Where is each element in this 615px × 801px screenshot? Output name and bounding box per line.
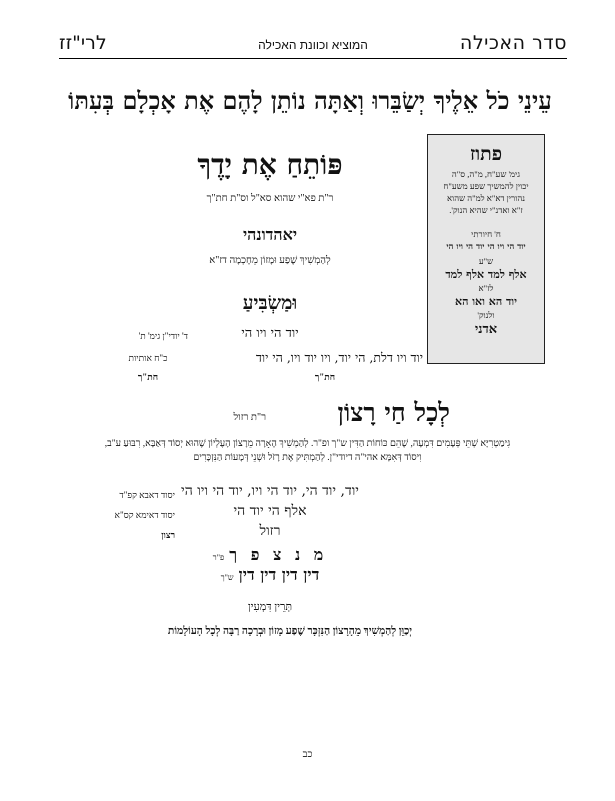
- side-item-label: ח' חיורתי: [471, 229, 501, 239]
- closing-line: יְכַוֵּן לְהַמְשִׁיךְ מֵהָרָצוֹן הַנִּזְכָּר שֶׁפַע מָזוֹן וּבְרָכָה רַבָּה לְכָל הָעוֹלָמוֹת: [167, 626, 413, 637]
- side-item-label: ולנוק': [477, 310, 495, 320]
- section3-line1-note: ד' יודי"ן גימ' ת': [138, 331, 188, 341]
- section5-line3: רזול: [259, 523, 281, 539]
- paragraph-line: וִיסוֹד דְּאִמָּא אהי"ה דיודי"ן. לְהַמְתִּיק אֶת רָזֹל וּשְׁנֵי דְּמָעוֹת הַנִּזְכָּרִים: [193, 453, 422, 463]
- side-box-description: [428, 168, 544, 216]
- desc-line: נהורין דא"א למ"ה שהוא: [446, 193, 526, 203]
- section3-line2: יוד ויו דלת, הי יוד, ויו יוד ויו, הי יוד: [255, 350, 423, 365]
- side-item-value: יוד הא ואו הא: [455, 295, 517, 308]
- header-right-title: סדר האכילה: [459, 32, 567, 54]
- side-box-title: פתוז: [469, 143, 503, 165]
- section3-line1: יוד הי ויו הי: [241, 326, 299, 341]
- section5-line4-note: פ"ר: [212, 553, 225, 562]
- paragraph-line: גִּימַטְרִיָּא שְׁתֵּי פְּעָמִים דִּמְעָה, שֶׁהֵם כּוֹחוֹת הַדִּין ש"ך ופ"ר. לְהַמְשִׁיךְ הֶאָרָה מֵרָצוֹן הָעֶלְיוֹן שֶׁהוּא יְסוֹד דְּאַבָּא, רִבּוּעַ ע"ב,: [104, 439, 511, 449]
- side-item-label: ש"ע: [478, 256, 494, 266]
- side-item-value: אדני: [474, 322, 498, 337]
- section5-line4-row: [120, 545, 420, 565]
- section5-line3-note: רצון: [161, 530, 175, 540]
- desc-line: גימ' שע"ח, מ"ה, ס"ה: [451, 169, 521, 179]
- section5-line2-note: יסוד דאימא קס"א: [114, 510, 175, 520]
- header-center-title: המוציא וכוונת האכילה: [258, 38, 368, 52]
- section3-line2-note: כ"ח אותיות: [128, 353, 168, 363]
- side-item-label: לז"א: [478, 283, 494, 293]
- page-number: כב: [302, 749, 313, 760]
- side-item-value: יוד הי ויו הי יוד הי ויו הי: [446, 242, 526, 252]
- section5-line1: יוד, יוד הי, יוד הי ויו, יוד הי ויו הי: [181, 483, 359, 499]
- section2-title: יאהדונהי: [242, 225, 298, 244]
- section2-note: לְהַמְשִׁיךְ שֶׁפַע וּמָזוֹן מֵחָכְמָה דז"א: [209, 255, 331, 266]
- section5-line5-row: [120, 565, 420, 585]
- section1-note: ר"ת פא"י שהוא סא"ל וס"ת חת"ך: [206, 193, 334, 204]
- section5-line1-note: יסוד דאבא קפ"ד: [119, 490, 175, 500]
- section1-title: פּוֹתֵחַ אֶת יָדֶךָ: [197, 148, 343, 181]
- verse-heading: עֵינֵי כֹל אֵלֶיךָ יְשַׂבֵּרוּ וְאַתָּה נוֹתֵן לָהֶם אֶת אָכְלָם בְּעִתּוֹ: [68, 86, 552, 115]
- section4-note: ר"ת רזול: [233, 412, 266, 423]
- section3-title: וּמַשְׂבִּיעַ: [242, 292, 298, 314]
- section5-line5-note: ש"ך: [220, 573, 234, 582]
- desc-line: יכוין להמשיך שפע משע"ח: [443, 181, 529, 191]
- header-left-title: לרי"זז: [59, 32, 107, 54]
- section4-title: לְכָל חַי רָצוֹן: [337, 398, 450, 427]
- side-box-pote: [427, 134, 545, 364]
- section4-paragraph: [55, 437, 560, 465]
- tarin-dimein: תְּרֵין דִּמְעִין: [247, 601, 293, 613]
- section3-footer-center: חת"ך: [314, 372, 336, 382]
- section5-line2: אלף הי יוד הי: [233, 503, 307, 519]
- section5-line5: דין דין דין דין: [238, 565, 320, 584]
- desc-line: ז"א ואדנ"י שהיא הנוק'.: [449, 205, 523, 215]
- side-item-value: אלף למד אלף למד: [445, 268, 527, 281]
- section3-footer-left: חת"ך: [137, 372, 159, 382]
- page-header: [59, 30, 567, 59]
- section5-line4: מ נ צ פ ך: [229, 545, 328, 564]
